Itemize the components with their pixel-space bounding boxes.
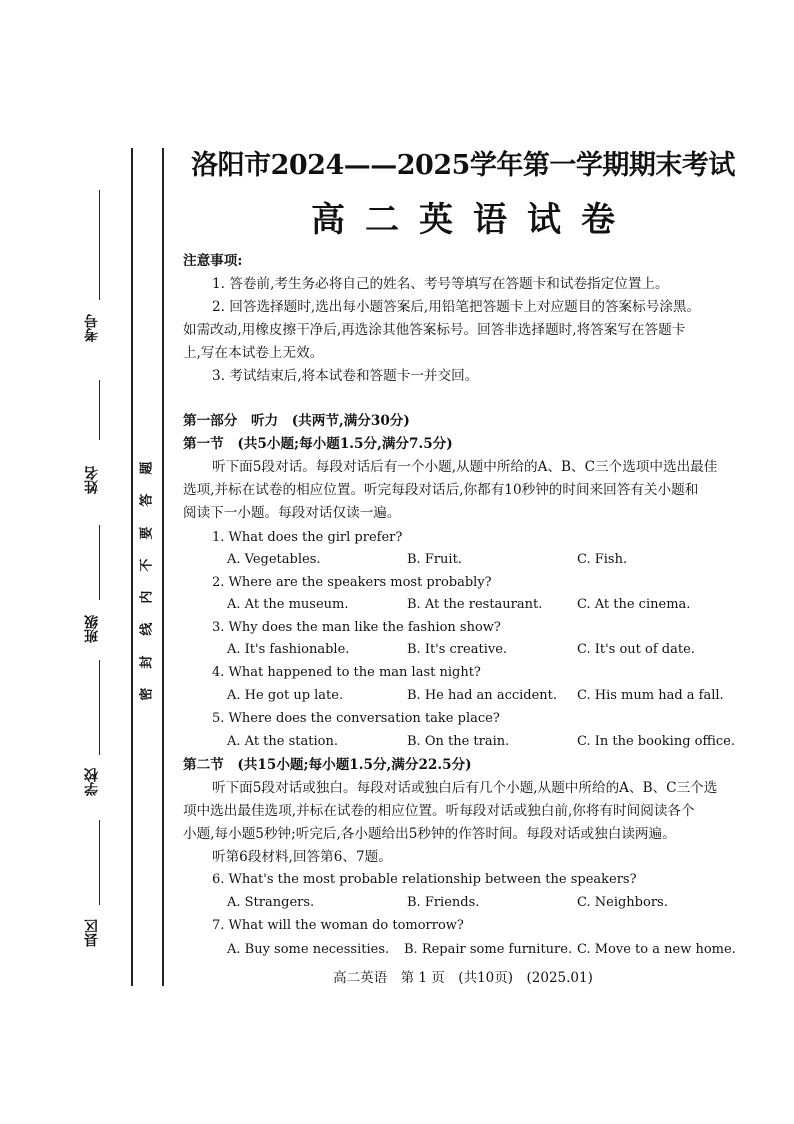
option-b: B. Fruit. bbox=[407, 552, 462, 567]
field-school-label: 学校 bbox=[84, 768, 100, 797]
field-blank-line bbox=[99, 660, 100, 755]
field-name bbox=[82, 380, 118, 530]
section1-instruction-end: 阅读下一小题。每段对话仅读一遍。 bbox=[183, 505, 401, 521]
option-b: B. Friends. bbox=[407, 895, 480, 910]
notice-item-2: 2. 回答选择题时,选出每小题答案后,用铅笔把答题卡上对应题目的答案标号涂黑。 bbox=[212, 299, 701, 315]
seal-char: 答 bbox=[139, 493, 155, 507]
option-a: A. At the station. bbox=[227, 734, 338, 749]
option-c: C. Move to a new home. bbox=[577, 942, 736, 957]
field-exam-number-label: 考号 bbox=[84, 314, 100, 342]
section2-instruction: 听下面5段对话或独白。每段对话或独白后有几个小题,从题中所给的A、B、C三个选 bbox=[212, 780, 718, 796]
option-a: A. He got up late. bbox=[227, 688, 344, 703]
section2-instruction-end: 小题,每小题5秒钟;听完后,各小题给出5秒钟的作答时间。每段对话或独白读两遍。 bbox=[183, 826, 676, 842]
section1-heading: 第一节 (共5小题;每小题1.5分,满分7.5分) bbox=[183, 436, 453, 452]
exam-subtitle: 高二英语试卷 bbox=[311, 200, 635, 240]
field-class bbox=[82, 525, 118, 655]
seal-char: 内 bbox=[139, 590, 155, 604]
seal-char: 不 bbox=[139, 558, 155, 572]
option-b: B. On the train. bbox=[407, 734, 510, 749]
option-b: B. It's creative. bbox=[407, 642, 508, 657]
question-7: 7. What will the woman do tomorrow? bbox=[212, 918, 464, 933]
question-5: 5. Where does the conversation take place? bbox=[212, 711, 500, 726]
field-class-label: 班级 bbox=[84, 615, 100, 644]
field-exam-number bbox=[82, 190, 118, 370]
field-school bbox=[82, 660, 118, 810]
option-c: C. At the cinema. bbox=[577, 597, 691, 612]
option-a: A. Strangers. bbox=[227, 895, 315, 910]
option-a: A. Buy some necessities. bbox=[227, 942, 390, 957]
seal-char: 题 bbox=[139, 461, 155, 475]
option-c: C. It's out of date. bbox=[577, 642, 695, 657]
notice-item-3: 3. 考试结束后,将本试卷和答题卡一并交回。 bbox=[212, 368, 479, 384]
section2-heading: 第二节 (共15小题;每小题1.5分,满分22.5分) bbox=[183, 757, 472, 773]
section2-instruction-cont: 项中选出最佳选项,并标在试卷的相应位置。听每段对话或独白前,你将有时间阅读各个 bbox=[183, 803, 695, 819]
option-b: B. Repair some furniture. bbox=[404, 942, 573, 957]
option-a: A. Vegetables. bbox=[227, 552, 321, 567]
option-b: B. At the restaurant. bbox=[407, 597, 543, 612]
option-c: C. His mum had a fall. bbox=[577, 688, 724, 703]
question-3: 3. Why does the man like the fashion show? bbox=[212, 620, 501, 635]
question-2: 2. Where are the speakers most probably? bbox=[212, 575, 492, 590]
field-blank-line bbox=[99, 190, 100, 300]
notice-heading: 注意事项: bbox=[183, 253, 243, 269]
option-a: A. At the museum. bbox=[227, 597, 349, 612]
seal-char: 密 bbox=[139, 687, 155, 701]
field-county bbox=[82, 820, 118, 970]
section1-instruction-cont: 选项,并标在试卷的相应位置。听完每段对话后,你都有10秒钟的时间来回答有关小题和 bbox=[183, 482, 699, 498]
field-blank-line bbox=[99, 380, 100, 440]
option-b: B. He had an accident. bbox=[407, 688, 558, 703]
option-c: C. In the booking office. bbox=[577, 734, 735, 749]
seal-char: 线 bbox=[139, 623, 155, 637]
exam-title: 洛阳市2024——2025学年第一学期期末考试 bbox=[191, 150, 735, 181]
notice-item-2-end: 上,写在本试卷上无效。 bbox=[183, 345, 324, 361]
option-c: C. Neighbors. bbox=[577, 895, 668, 910]
field-blank-line bbox=[99, 525, 100, 600]
option-c: C. Fish. bbox=[577, 552, 628, 567]
field-blank-line bbox=[99, 820, 100, 905]
field-name-label: 姓名 bbox=[84, 466, 100, 494]
seal-char: 封 bbox=[139, 655, 155, 669]
part1-heading: 第一部分 听力 (共两节,满分30分) bbox=[183, 413, 410, 429]
seal-char: 要 bbox=[139, 526, 155, 540]
notice-item-1: 1. 答卷前,考生务必将自己的姓名、考号等填写在答题卡和试卷指定位置上。 bbox=[212, 276, 669, 292]
option-a: A. It's fashionable. bbox=[227, 642, 350, 657]
notice-item-2-cont: 如需改动,用橡皮擦干净后,再选涂其他答案标号。回答非选择题时,将答案写在答题卡 bbox=[183, 322, 686, 338]
material-6-note: 听第6段材料,回答第6、7题。 bbox=[212, 849, 392, 865]
question-4: 4. What happened to the man last night? bbox=[212, 665, 481, 680]
section1-instruction: 听下面5段对话。每段对话后有一个小题,从题中所给的A、B、C三个选项中选出最佳 bbox=[212, 459, 718, 475]
seal-notice bbox=[139, 452, 157, 710]
field-county-label: 县区 bbox=[84, 919, 100, 947]
question-1: 1. What does the girl prefer? bbox=[212, 530, 403, 545]
page-footer: 高二英语 第 1 页 (共10页) (2025.01) bbox=[333, 970, 593, 986]
question-6: 6. What's the most probable relationship between the speakers? bbox=[212, 872, 637, 887]
